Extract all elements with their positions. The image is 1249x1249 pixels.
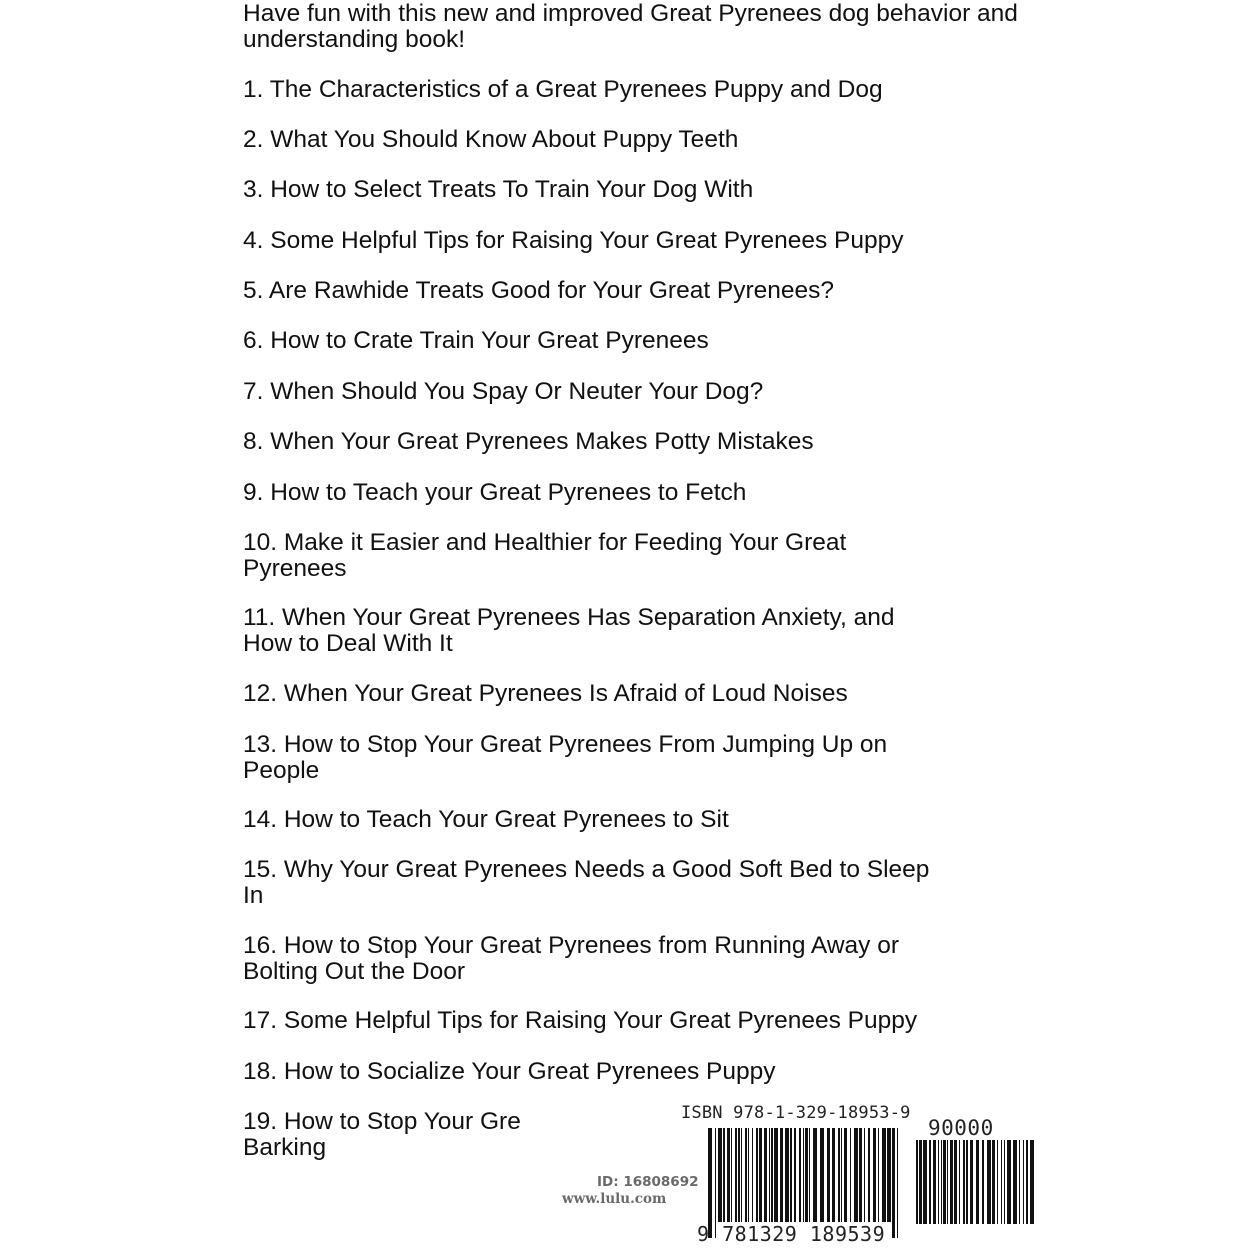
barcode-bar [752,1128,753,1222]
barcode-bar [950,1140,953,1224]
barcode-bar [868,1128,870,1222]
barcode-bar [731,1128,732,1222]
chapter-title-line: 13. How to Stop Your Great Pyrenees From Jumping Up on [243,731,888,758]
chapter-title-line: 15. Why Your Great Pyrenees Needs a Good Soft Bed to Sleep [243,856,930,883]
barcode-bar [959,1140,960,1224]
chapter-title-line: 10. Make it Easier and Healthier for Feeding Your Great [243,529,847,556]
barcode-bar [943,1140,946,1224]
barcode-bar [854,1128,858,1222]
barcode-bar [929,1140,931,1224]
chapter-title-continuation: People [243,756,320,784]
barcode-bar [1013,1140,1017,1224]
chapter-title-continuation: Barking [243,1133,327,1161]
barcode-bar [785,1128,789,1222]
barcode-bar [805,1128,808,1222]
barcode-bar [764,1128,767,1222]
barcode-bar [735,1128,737,1222]
chapter-title-line: 8. When Your Great Pyrenees Makes Potty Mistakes [243,428,814,455]
barcode-bar [799,1128,801,1222]
barcode-bar [933,1140,936,1224]
chapter-title-line: 19. How to Stop Your Gre [243,1108,521,1135]
barcode-bar [820,1128,824,1222]
barcode-bar [859,1128,862,1222]
barcode-bar [723,1128,725,1222]
barcode-digits: 9 781329 189539 [697,1222,886,1246]
barcode-bar [790,1128,792,1222]
barcode-bar [844,1128,847,1222]
barcode-bar [832,1128,835,1222]
intro-text: Have fun with this new and improved Great Pyrenees dog behavior and understanding book! [243,0,1018,53]
chapter-title-continuation: Pyrenees [243,554,347,582]
barcode-bar [794,1128,796,1222]
barcode-bar [1026,1140,1028,1224]
barcode-bar [987,1140,991,1224]
barcode-bar [919,1140,922,1224]
barcode-bar [1023,1140,1024,1224]
barcode-bar [1004,1140,1005,1224]
price-barcode-bars [916,1140,1034,1224]
barcode-bar [882,1128,886,1222]
barcode-bar [976,1140,979,1224]
barcode-bar [887,1128,891,1222]
barcode-bar [780,1128,783,1222]
barcode-bar [850,1128,851,1222]
barcode-bar [970,1140,973,1224]
barcode-bar [873,1128,876,1222]
lulu-id-label: ID: 16808692 [597,1174,699,1190]
chapter-title-line: 9. How to Teach your Great Pyrenees to Fetch [243,479,747,506]
chapter-title-line: 11. When Your Great Pyrenees Has Separation Anxiety, and [243,604,895,631]
barcode-bar [892,1128,895,1238]
barcode-bar [838,1128,840,1222]
barcode-bar [759,1128,762,1222]
barcode-bar [769,1128,770,1222]
chapter-title-line: 17. Some Helpful Tips for Raising Your Great Pyrenees Puppy [243,1007,918,1034]
barcode-bar [941,1140,942,1224]
barcode-bar [803,1128,804,1222]
chapter-title-line: 2. What You Should Know About Puppy Teeth [243,126,739,153]
barcode-bar [878,1128,879,1222]
barcode-bar [756,1128,758,1222]
barcode-bar [809,1128,810,1222]
barcode-bar [923,1140,927,1224]
barcode-bar [897,1128,898,1238]
chapter-title-line: 5. Are Rawhide Treats Good for Your Great Pyrenees? [243,277,835,304]
barcode-bar [1019,1140,1020,1224]
barcode-bar [864,1128,865,1222]
barcode-bar [841,1128,842,1222]
barcode-bar [727,1128,730,1222]
barcode-bar [966,1140,968,1224]
barcode-bar [997,1140,998,1224]
chapter-title-line: 12. When Your Great Pyrenees Is Afraid of Loud Noises [243,680,848,707]
lulu-website: www.lulu.com [562,1191,667,1207]
barcode-bar [1007,1140,1011,1224]
chapter-title-line: 7. When Should You Spay Or Neuter Your Dog? [243,378,764,405]
barcode-bar [954,1140,957,1224]
barcode-bar [745,1128,747,1222]
barcode-bar [827,1128,830,1222]
barcode-bar [748,1128,749,1222]
barcode-bar [771,1128,773,1222]
barcode-bar [992,1140,995,1224]
chapter-title-continuation: In [243,881,264,909]
chapter-title-continuation: How to Deal With It [243,629,453,657]
barcode-bar [916,1140,918,1224]
barcode-bar [813,1128,817,1222]
isbn-text: ISBN 978-1-329-18953-9 [681,1103,911,1123]
barcode-bar [741,1128,742,1222]
barcode-bar [738,1128,740,1222]
barcode-bar [1030,1140,1034,1224]
barcode-bar [947,1140,948,1224]
barcode-bar [938,1140,939,1224]
chapter-title-line: 6. How to Crate Train Your Great Pyrenees [243,327,709,354]
chapter-title-line: 1. The Characteristics of a Great Pyrenees Puppy and Dog [243,76,883,103]
barcode-bar [718,1128,722,1222]
barcode-bar [774,1128,778,1222]
chapter-title-line: 16. How to Stop Your Great Pyrenees from Running Away or [243,932,899,959]
barcode-bar [963,1140,965,1224]
chapter-title-line: 4. Some Helpful Tips for Raising Your Great Pyrenees Puppy [243,227,904,254]
chapter-title-line: 14. How to Teach Your Great Pyrenees to Sit [243,806,729,833]
chapter-title-line: 3. How to Select Treats To Train Your Dog With [243,176,754,203]
barcode-bar [1001,1140,1002,1224]
barcode-bar [982,1140,984,1224]
price-code: 90000 [928,1116,994,1140]
chapter-title-continuation: Bolting Out the Door [243,957,465,985]
chapter-title-line: 18. How to Socialize Your Great Pyrenees Puppy [243,1058,776,1085]
